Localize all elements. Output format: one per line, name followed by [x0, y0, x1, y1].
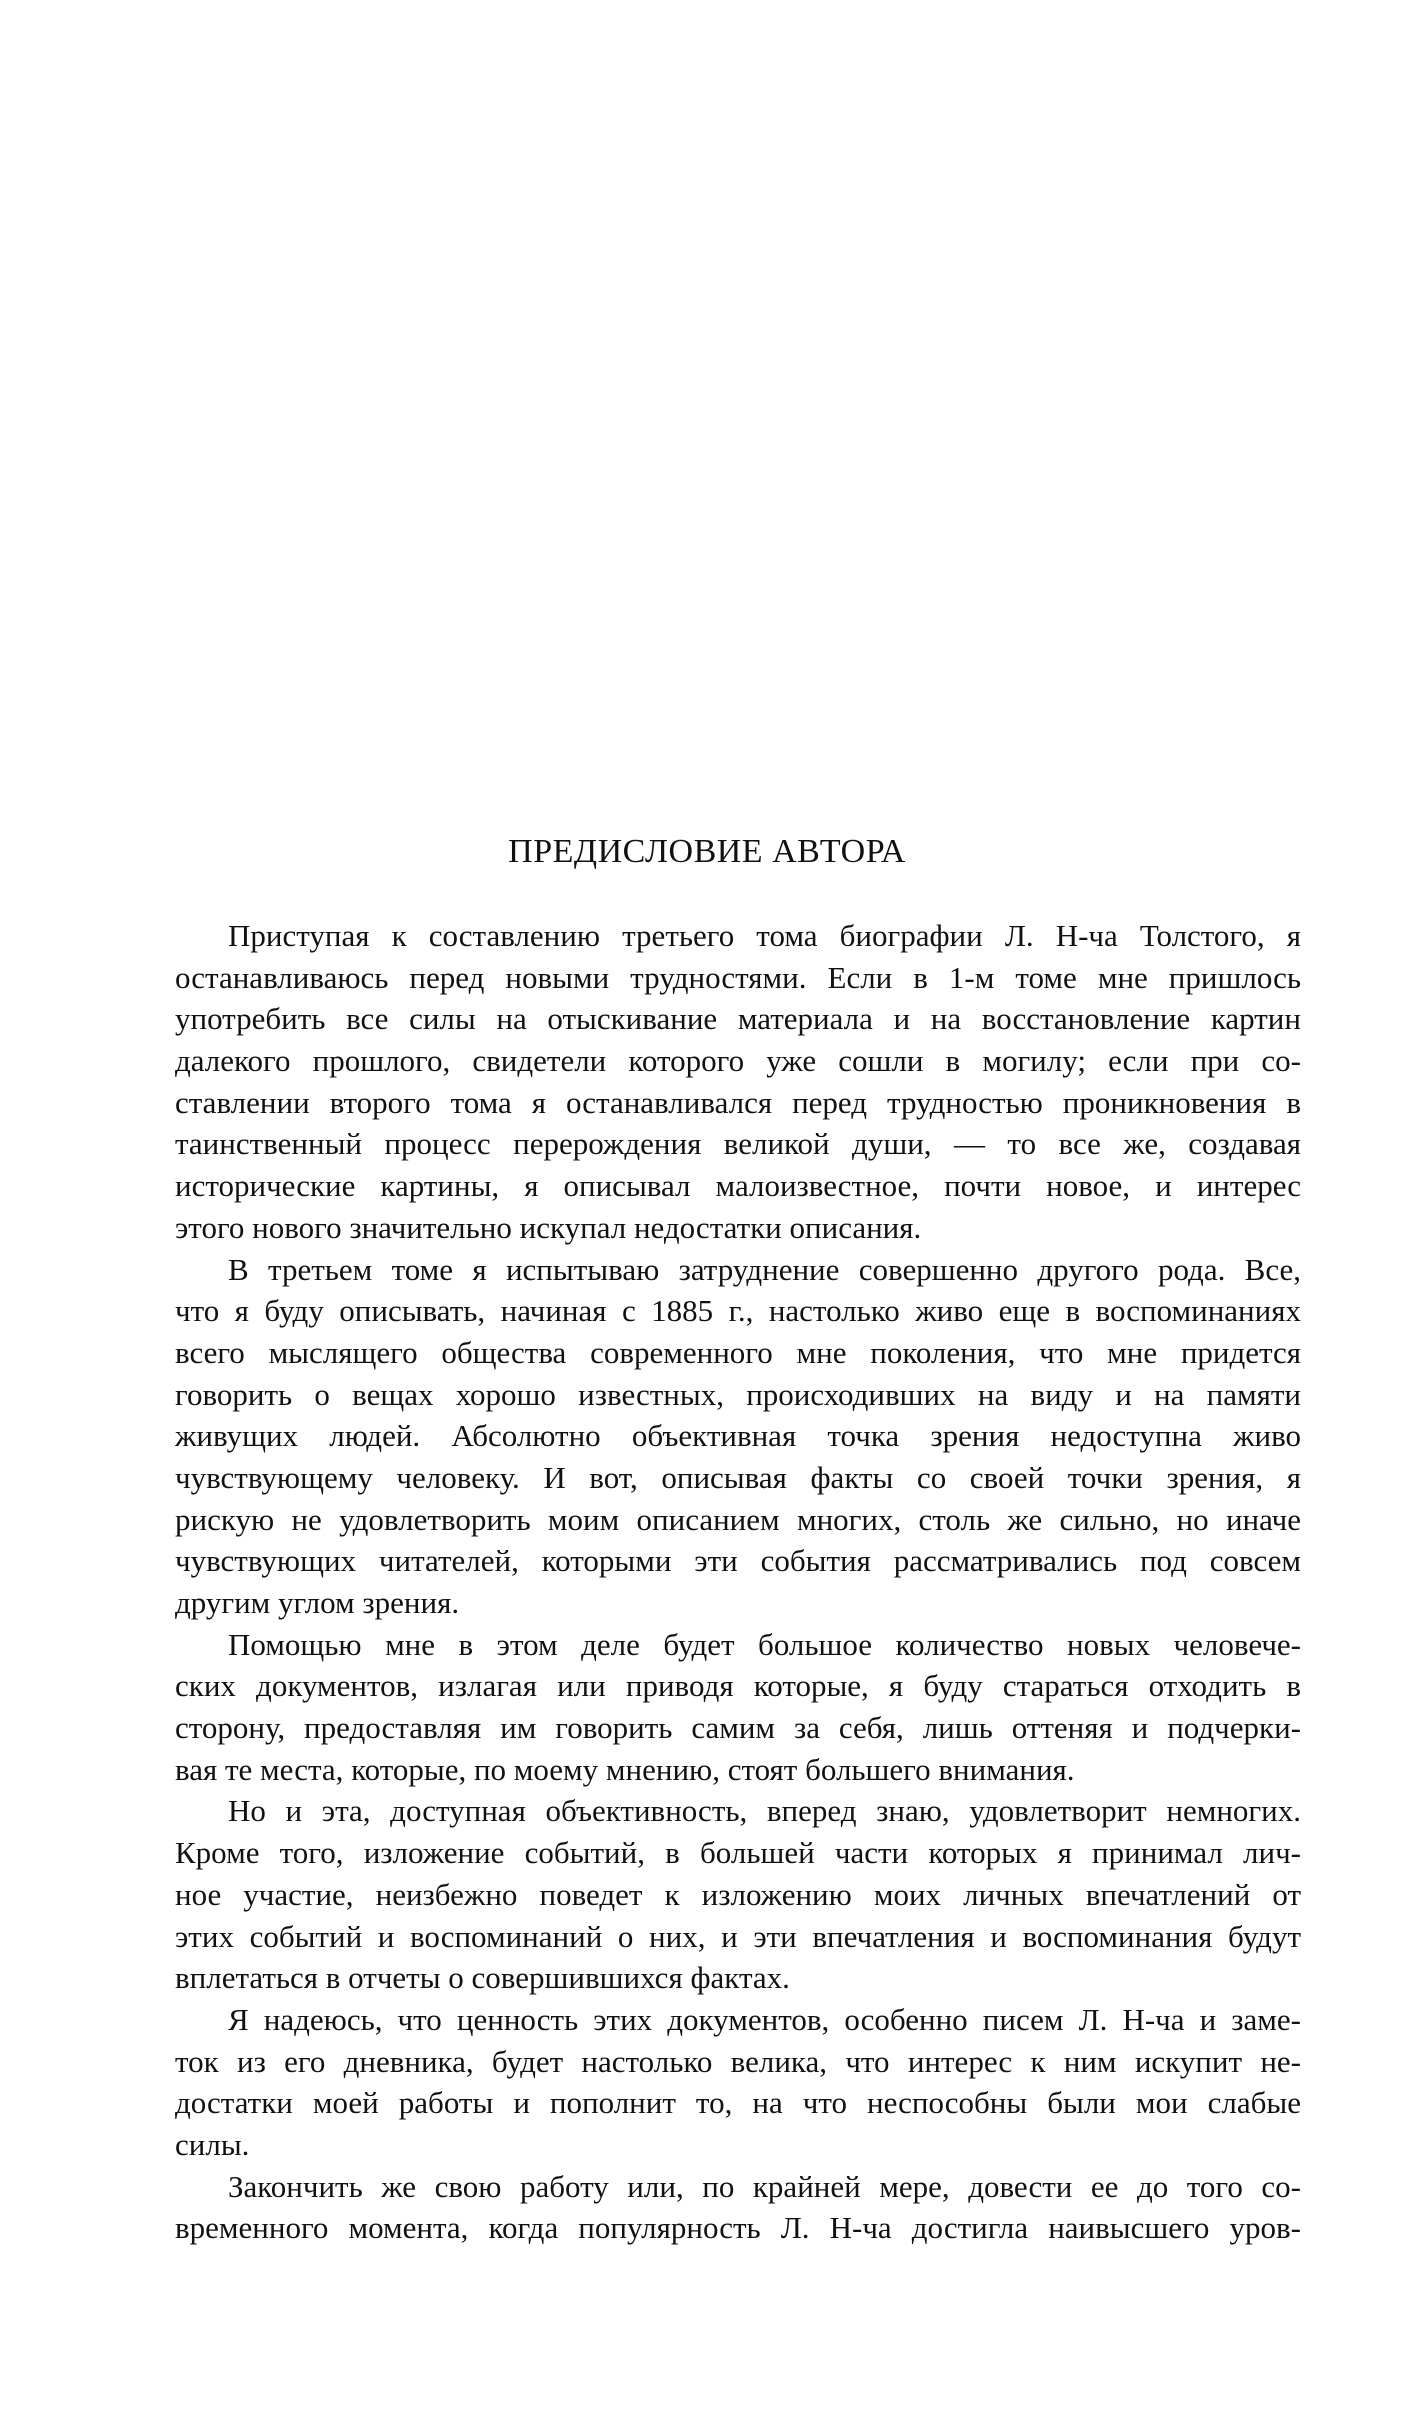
text-line: В третьем томе я испытываю затруднение совершенно другого рода. Все,	[228, 1251, 1301, 1287]
text-line: употребить все силы на отыскивание материала и на восстановление картин	[175, 1001, 1301, 1037]
text-line: ное участие, неизбежно поведет к изложению моих личных впечатлений от	[175, 1876, 1301, 1912]
text-line: исторические картины, я описывал малоизвестное, почти новое, и интерес	[175, 1168, 1301, 1204]
text-line: этого нового значительно искупал недостатки описания.	[175, 1209, 922, 1245]
text-line: ставлении второго тома я останавливался перед трудностью проникновения в	[175, 1084, 1301, 1120]
text-line: всего мыслящего общества современного мне поколения, что мне придется	[175, 1334, 1301, 1370]
text-line: ских документов, излагая или приводя которые, я буду стараться отходить в	[175, 1668, 1301, 1704]
text-line: говорить о вещах хорошо известных, происходивших на виду и на памяти	[175, 1376, 1301, 1412]
page-title: ПРЕДИСЛОВИЕ АВТОРА	[508, 833, 906, 870]
text-line: силы.	[175, 2126, 250, 2162]
text-line: Помощью мне в этом деле будет большое количество новых человече-	[228, 1626, 1301, 1662]
text-line: чувствующих читателей, которыми эти события рассматривались под совсем	[175, 1543, 1301, 1579]
text-line: временного момента, когда популярность Л. Н-ча достигла наивысшего уров-	[175, 2210, 1301, 2246]
text-line: далекого прошлого, свидетели которого уже сошли в могилу; если при со-	[175, 1043, 1301, 1079]
text-line: останавливаюсь перед новыми трудностями. Если в 1-м томе мне пришлось	[175, 959, 1301, 995]
text-line: вплетаться в отчеты о совершившихся фактах.	[175, 1960, 790, 1996]
text-line: рискую не удовлетворить моим описанием многих, столь же сильно, но иначе	[175, 1501, 1301, 1537]
text-line: этих событий и воспоминаний о них, и эти впечатления и воспоминания будут	[175, 1918, 1301, 1954]
text-line: вая те места, которые, по моему мнению, стоят большего внимания.	[175, 1751, 1075, 1787]
text-line: Закончить же свою работу или, по крайней мере, довести ее до того со-	[228, 2168, 1301, 2204]
text-line: чувствующему человеку. И вот, описывая факты со своей точки зрения, я	[175, 1459, 1301, 1495]
text-line: сторону, предоставляя им говорить самим за себя, лишь оттеняя и подчерки-	[175, 1710, 1301, 1746]
text-line: ток из его дневника, будет настолько велика, что интерес к ним искупит не-	[175, 2043, 1301, 2079]
text-line: другим углом зрения.	[175, 1585, 460, 1620]
body-text	[175, 915, 1301, 2249]
text-line: Я надеюсь, что ценность этих документов, особенно писем Л. Н-ча и заме-	[228, 2001, 1301, 2037]
text-line: живущих людей. Абсолютно объективная точка зрения недоступна живо	[175, 1418, 1301, 1454]
text-line: таинственный процесс перерождения великой души, — то все же, создавая	[175, 1126, 1301, 1162]
text-line: Приступая к составлению третьего тома биографии Л. Н-ча Толстого, я	[228, 918, 1301, 953]
text-line: достатки моей работы и пополнит то, на что неспособны были мои слабые	[175, 2085, 1301, 2121]
text-line: Кроме того, изложение событий, в большей части которых я принимал лич-	[175, 1835, 1301, 1871]
text-line: что я буду описывать, начиная с 1885 г., настолько живо еще в воспоминаниях	[175, 1293, 1301, 1329]
text-line: Но и эта, доступная объективность, вперед знаю, удовлетворит немногих.	[228, 1793, 1301, 1829]
